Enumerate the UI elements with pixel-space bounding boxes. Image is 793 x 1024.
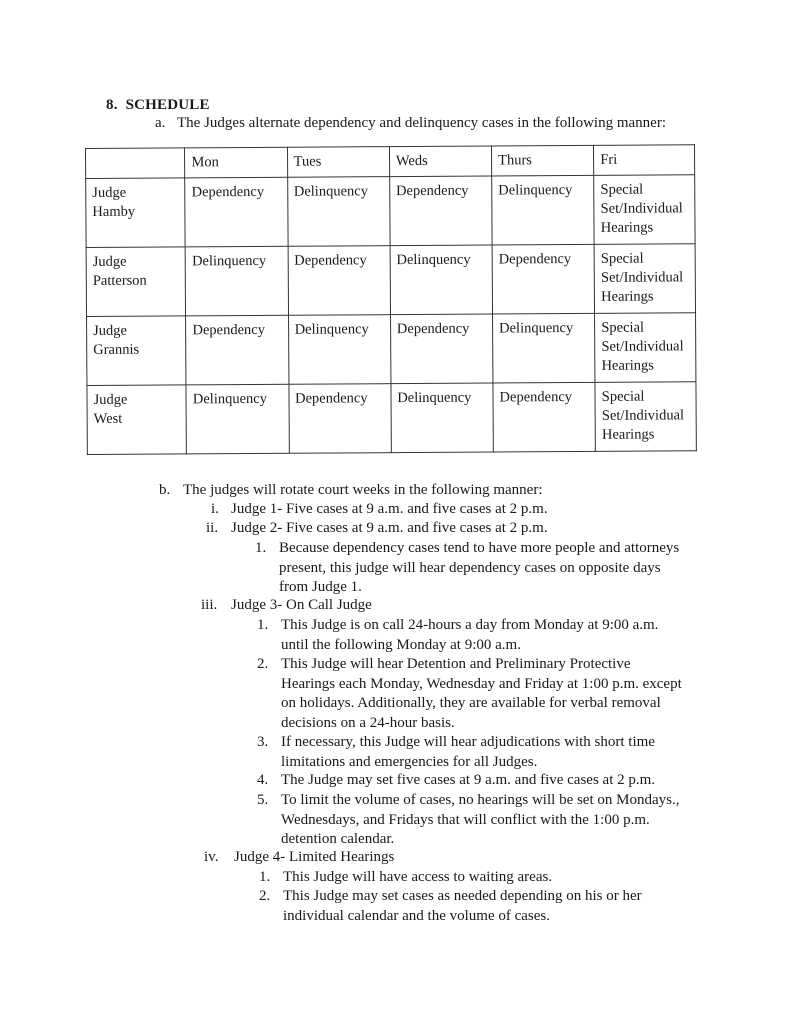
fri-line: Special <box>600 250 644 267</box>
sub-text <box>279 539 679 598</box>
judge-label: Judge <box>93 322 128 339</box>
sub-marker: 4. <box>257 772 269 788</box>
text-line: This Judge may set cases as needed depending on his or her <box>283 888 642 904</box>
fri-line: Set/Individual <box>601 338 684 355</box>
mon-cell: Dependency <box>186 315 289 385</box>
text-line: Hearings each Monday, Wednesday and Friday at 1:00 p.m. except <box>281 675 682 692</box>
mon-cell: Dependency <box>185 177 288 247</box>
fri-line: Set/Individual <box>600 269 684 286</box>
text-line: until the following Monday at 9:00 a.m. <box>281 636 521 653</box>
section-number: 8. <box>106 97 118 113</box>
fri-line: Hearings <box>601 357 654 374</box>
sub-marker: 1. <box>255 540 267 556</box>
item-b-marker: b. <box>159 482 171 498</box>
header-cell-weds: Weds <box>389 146 491 177</box>
text-line: This Judge will hear Detention and Preliminary Protective <box>281 656 631 672</box>
thu-cell: Dependency <box>492 244 595 314</box>
table-row <box>87 382 696 455</box>
item-b-iii-sub4 <box>257 771 707 791</box>
fri-cell <box>594 175 695 245</box>
judge-cell <box>87 385 187 455</box>
sub-marker: 1. <box>257 617 269 633</box>
text-line: decisions on a 24-hour basis. <box>281 714 455 731</box>
item-b-iii <box>201 597 372 614</box>
fri-line: Hearings <box>601 288 654 305</box>
wed-cell: Delinquency <box>390 245 493 315</box>
judge-name: Patterson <box>92 272 147 289</box>
text-line: If necessary, this Judge will hear adjudications with short time <box>281 734 655 750</box>
sub-text <box>283 868 552 888</box>
judge-label: Judge <box>92 253 127 270</box>
mon-cell: Delinquency <box>185 246 288 316</box>
fri-line: Special <box>600 181 644 198</box>
text-line: detention calendar. <box>281 831 395 847</box>
text-line: This Judge will have access to waiting areas. <box>283 869 553 885</box>
sub-text <box>281 771 655 791</box>
item-b-ii <box>206 520 548 537</box>
tue-cell: Dependency <box>289 384 392 454</box>
sub-marker: 2. <box>259 888 271 904</box>
text-line: on holidays. Additionally, they are available for verbal removal <box>281 695 661 711</box>
item-b-i <box>211 501 548 518</box>
item-a-text: The Judges alternate dependency and delinquency cases in the following manner: <box>177 115 666 131</box>
item-b-ii-marker: ii. <box>206 520 219 536</box>
fri-line: Hearings <box>600 219 654 236</box>
fri-cell <box>595 313 696 383</box>
mon-cell: Delinquency <box>186 384 289 454</box>
table-row <box>86 244 695 317</box>
text-line: from Judge 1. <box>279 579 362 595</box>
header-cell-mon: Mon <box>185 147 287 178</box>
text-line: limitations and emergencies for all Judges. <box>281 753 538 770</box>
item-b-ii-text: Judge 2- Five cases at 9 a.m. and five cases at 2 p.m. <box>231 520 548 536</box>
fri-cell <box>595 382 696 452</box>
table-row <box>87 313 696 386</box>
sub-text <box>281 733 655 772</box>
sub-text <box>283 887 642 926</box>
sub-text <box>281 616 658 655</box>
fri-line: Special <box>601 388 645 405</box>
text-line: The Judge may set five cases at 9 a.m. and five cases at 2 p.m. <box>281 772 656 788</box>
fri-cell <box>594 244 695 314</box>
thu-cell: Delinquency <box>492 175 595 245</box>
thu-cell: Dependency <box>493 382 596 452</box>
header-cell-blank <box>86 148 186 179</box>
tue-cell: Dependency <box>288 246 391 316</box>
header-cell-tues: Tues <box>287 147 389 178</box>
wed-cell: Delinquency <box>391 383 494 453</box>
item-b-i-text: Judge 1- Five cases at 9 a.m. and five cases at 2 p.m. <box>231 501 548 517</box>
judge-cell <box>86 178 186 248</box>
sub-marker: 2. <box>257 656 269 672</box>
item-b-iii-sub1 <box>257 616 707 656</box>
sub-marker: 5. <box>257 792 269 808</box>
judge-cell <box>86 247 186 317</box>
item-b-iii-sub3 <box>257 733 707 773</box>
item-b-iv <box>204 849 394 866</box>
item-b-text: The judges will rotate court weeks in the following manner: <box>183 482 543 498</box>
item-b-iv-sub1 <box>259 868 709 888</box>
fri-line: Set/Individual <box>600 200 683 217</box>
text-line: This Judge is on call 24-hours a day from Monday at 9:00 a.m. <box>281 617 659 633</box>
item-b-ii-sub1 <box>255 539 705 599</box>
sub-text <box>281 655 682 733</box>
fri-line: Special <box>601 319 645 336</box>
sub-text <box>281 791 679 850</box>
text-line: individual calendar and the volume of cases. <box>283 907 550 924</box>
schedule-table <box>85 144 697 455</box>
wed-cell: Dependency <box>389 176 492 246</box>
item-b-iv-text: Judge 4- Limited Hearings <box>234 849 395 865</box>
fri-line: Hearings <box>601 426 655 443</box>
table-row <box>86 175 695 248</box>
header-cell-thurs: Thurs <box>491 145 593 176</box>
header-cell-fri: Fri <box>594 145 695 176</box>
section-heading <box>106 97 210 114</box>
judge-name: West <box>93 410 123 427</box>
judge-cell <box>87 316 187 386</box>
item-b <box>159 482 543 499</box>
sub-marker: 3. <box>257 734 269 750</box>
table-header-row <box>86 145 695 179</box>
item-b-iii-sub2 <box>257 655 717 735</box>
judge-label: Judge <box>92 184 127 201</box>
item-b-iv-sub2 <box>259 887 709 927</box>
judge-name: Grannis <box>93 341 140 358</box>
tue-cell: Delinquency <box>287 177 390 247</box>
fri-line: Set/Individual <box>601 407 685 424</box>
section-title: SCHEDULE <box>125 97 210 113</box>
judge-name: Hamby <box>92 203 136 220</box>
judge-label: Judge <box>93 391 128 408</box>
text-line: Wednesdays, and Fridays that will conflict with the 1:00 p.m. <box>281 811 650 828</box>
wed-cell: Dependency <box>390 314 493 384</box>
thu-cell: Delinquency <box>493 313 596 383</box>
text-line: To limit the volume of cases, no hearings will be set on Mondays., <box>281 792 680 808</box>
text-line: present, this judge will hear dependency cases on opposite days <box>279 559 661 576</box>
item-b-iii-marker: iii. <box>201 597 218 613</box>
item-a <box>155 115 666 132</box>
item-b-iii-sub5 <box>257 791 717 851</box>
item-b-i-marker: i. <box>211 501 219 517</box>
item-b-iv-marker: iv. <box>204 849 219 865</box>
item-b-iii-text: Judge 3- On Call Judge <box>231 597 372 613</box>
tue-cell: Delinquency <box>288 315 391 385</box>
text-line: Because dependency cases tend to have more people and attorneys <box>279 540 680 556</box>
item-a-marker: a. <box>155 115 166 131</box>
sub-marker: 1. <box>259 869 271 885</box>
